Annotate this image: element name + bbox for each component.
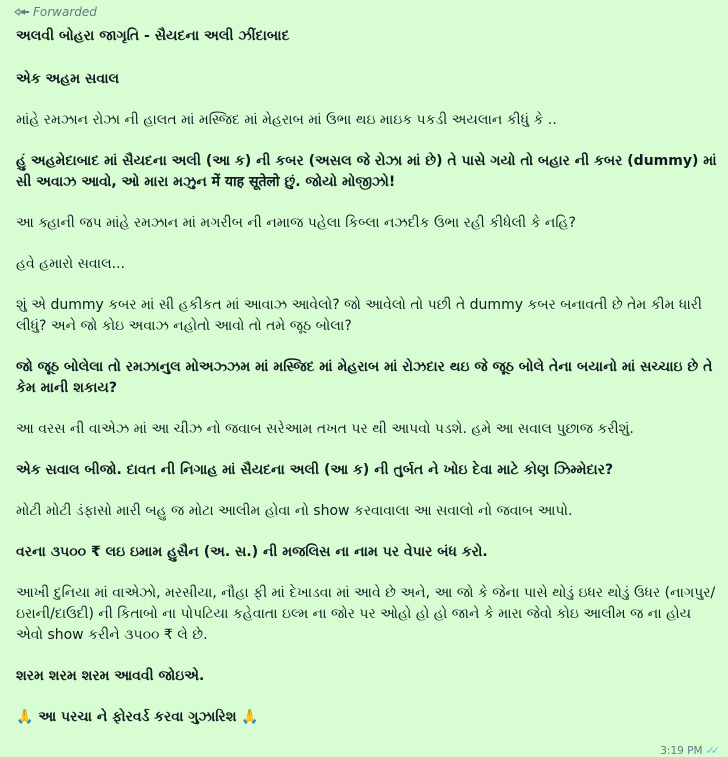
message-time: 3:19 PM (660, 744, 703, 757)
message-paragraph: વરના ૩૫૦૦ ₹ લઇ ઇમામ હુસૈન (અ. સ.) ની મજલિસ ના નામ પર વેપાર બંધ કરો. (16, 544, 488, 560)
message-closing (16, 707, 720, 728)
message-paragraph: શરમ શરમ શરમ આવવી જોઇએ. (16, 668, 205, 684)
message-paragraph: આ વરસ ની વાએઝ માં આ ચીઝ નો જવાબ સરેઆમ તખત પર થી આપવો પડશે. હમે આ સવાલ પુછાજ કરીશું. (16, 421, 634, 437)
folded-hands-emoji: 🙏 (241, 709, 259, 725)
message-paragraph: એક સવાલ બીજો. દાવત ની નિગાહ માં સૈયદના અલી (આ ક) ની તુર્બત ને ખોઇ દેવા માટે કોણ ઝિમ્મેદાર? (16, 462, 614, 478)
forward-arrow-icon (14, 6, 30, 18)
message-paragraph: મોટી મોટી ડંફાસો મારી બહુ જ મોટા આલીમ હોવા નો show કરવાવાલા આ સવાલો નો જવાબ આપો. (16, 503, 573, 519)
message-heading: અલવી બોહરા જાગૃતિ - સૈયદના અલી ઝીંદાબાદ (16, 28, 290, 44)
message-subheading: એક અહમ સવાલ (16, 71, 120, 87)
message-paragraph: હું અહમેદાબાદ માં સૈયદના અલી (આ ક) ની કબર (અસલ જે રોઝા માં છે) તે પાસે ગયો તો બહાર ની કબર (dummy) માં સી અવાઝ આવો, ઓ મારા મઝુન में याह सूतेलो છું. જોયો મોજીઝો! (16, 153, 717, 190)
message-text (16, 26, 720, 728)
message-paragraph: આ ક્હાની જપ માંહે રમઝાન માં મગરીબ ની નમાજ પહેલા કિબ્લા નઝદીક ઉભા રહી કીધેલી કે નહિ? (16, 215, 576, 231)
forwarded-indicator (14, 5, 97, 19)
message-paragraph: આખી દુનિયા માં વાએઝો, મરસીયા, નૌહા ફી માં દેખાડવા માં આવે છે અને, આ જો કે જેના પાસે થોડું ઇધર થોડું ઉધર (નાગપુર/ઇરાની/દાઉદી) ની કિતાબો ના પોપટિયા કહેવાતા ઇલ્મ ના જોર પર ઓહો હો હો જાને કે મારા જેવો કોઇ આલીમ જ ના હોય એવો show કરીને ૩૫૦૦ ₹ લે છે. (16, 585, 716, 643)
folded-hands-emoji: 🙏 (16, 709, 34, 725)
message-paragraph: શું એ dummy કબર માં સી હકીકત માં આવાઝ આવેલો? જો આવેલો તો પછી તે dummy કબર બનાવતી છે તેમ કીમ ધારી લીધું? અને જો કોઇ અવાઝ નહોતો આવો તો તમે જૂઠ બોલા? (16, 297, 703, 334)
double-check-icon: ✓✓ (705, 744, 716, 757)
message-paragraph: જો જૂઠ બોલેલા તો રમઝાનુલ મોઅઝ્ઝમ માં મસ્જિદ માં મેહરાબ માં રોઝદાર થઇ જે જૂઠ બોલે તેના બયાનો માં સચ્ચાઇ છે તે કેમ માની શકાય? (16, 359, 713, 396)
forwarded-label: Forwarded (33, 5, 97, 19)
message-meta (660, 744, 716, 757)
message-paragraph: માંહે રમઝાન રોઝા ની હાલત માં મસ્જિદ માં મેહરાબ માં ઉભા થઇ માઇક પકડી અયલાન કીધું કે .. (16, 112, 557, 128)
closing-text: આ પરચા ને ફોરવર્ડ કરવા ગુઝારિશ (38, 709, 237, 725)
message-paragraph: હવે હમારો સવાલ... (16, 256, 126, 272)
